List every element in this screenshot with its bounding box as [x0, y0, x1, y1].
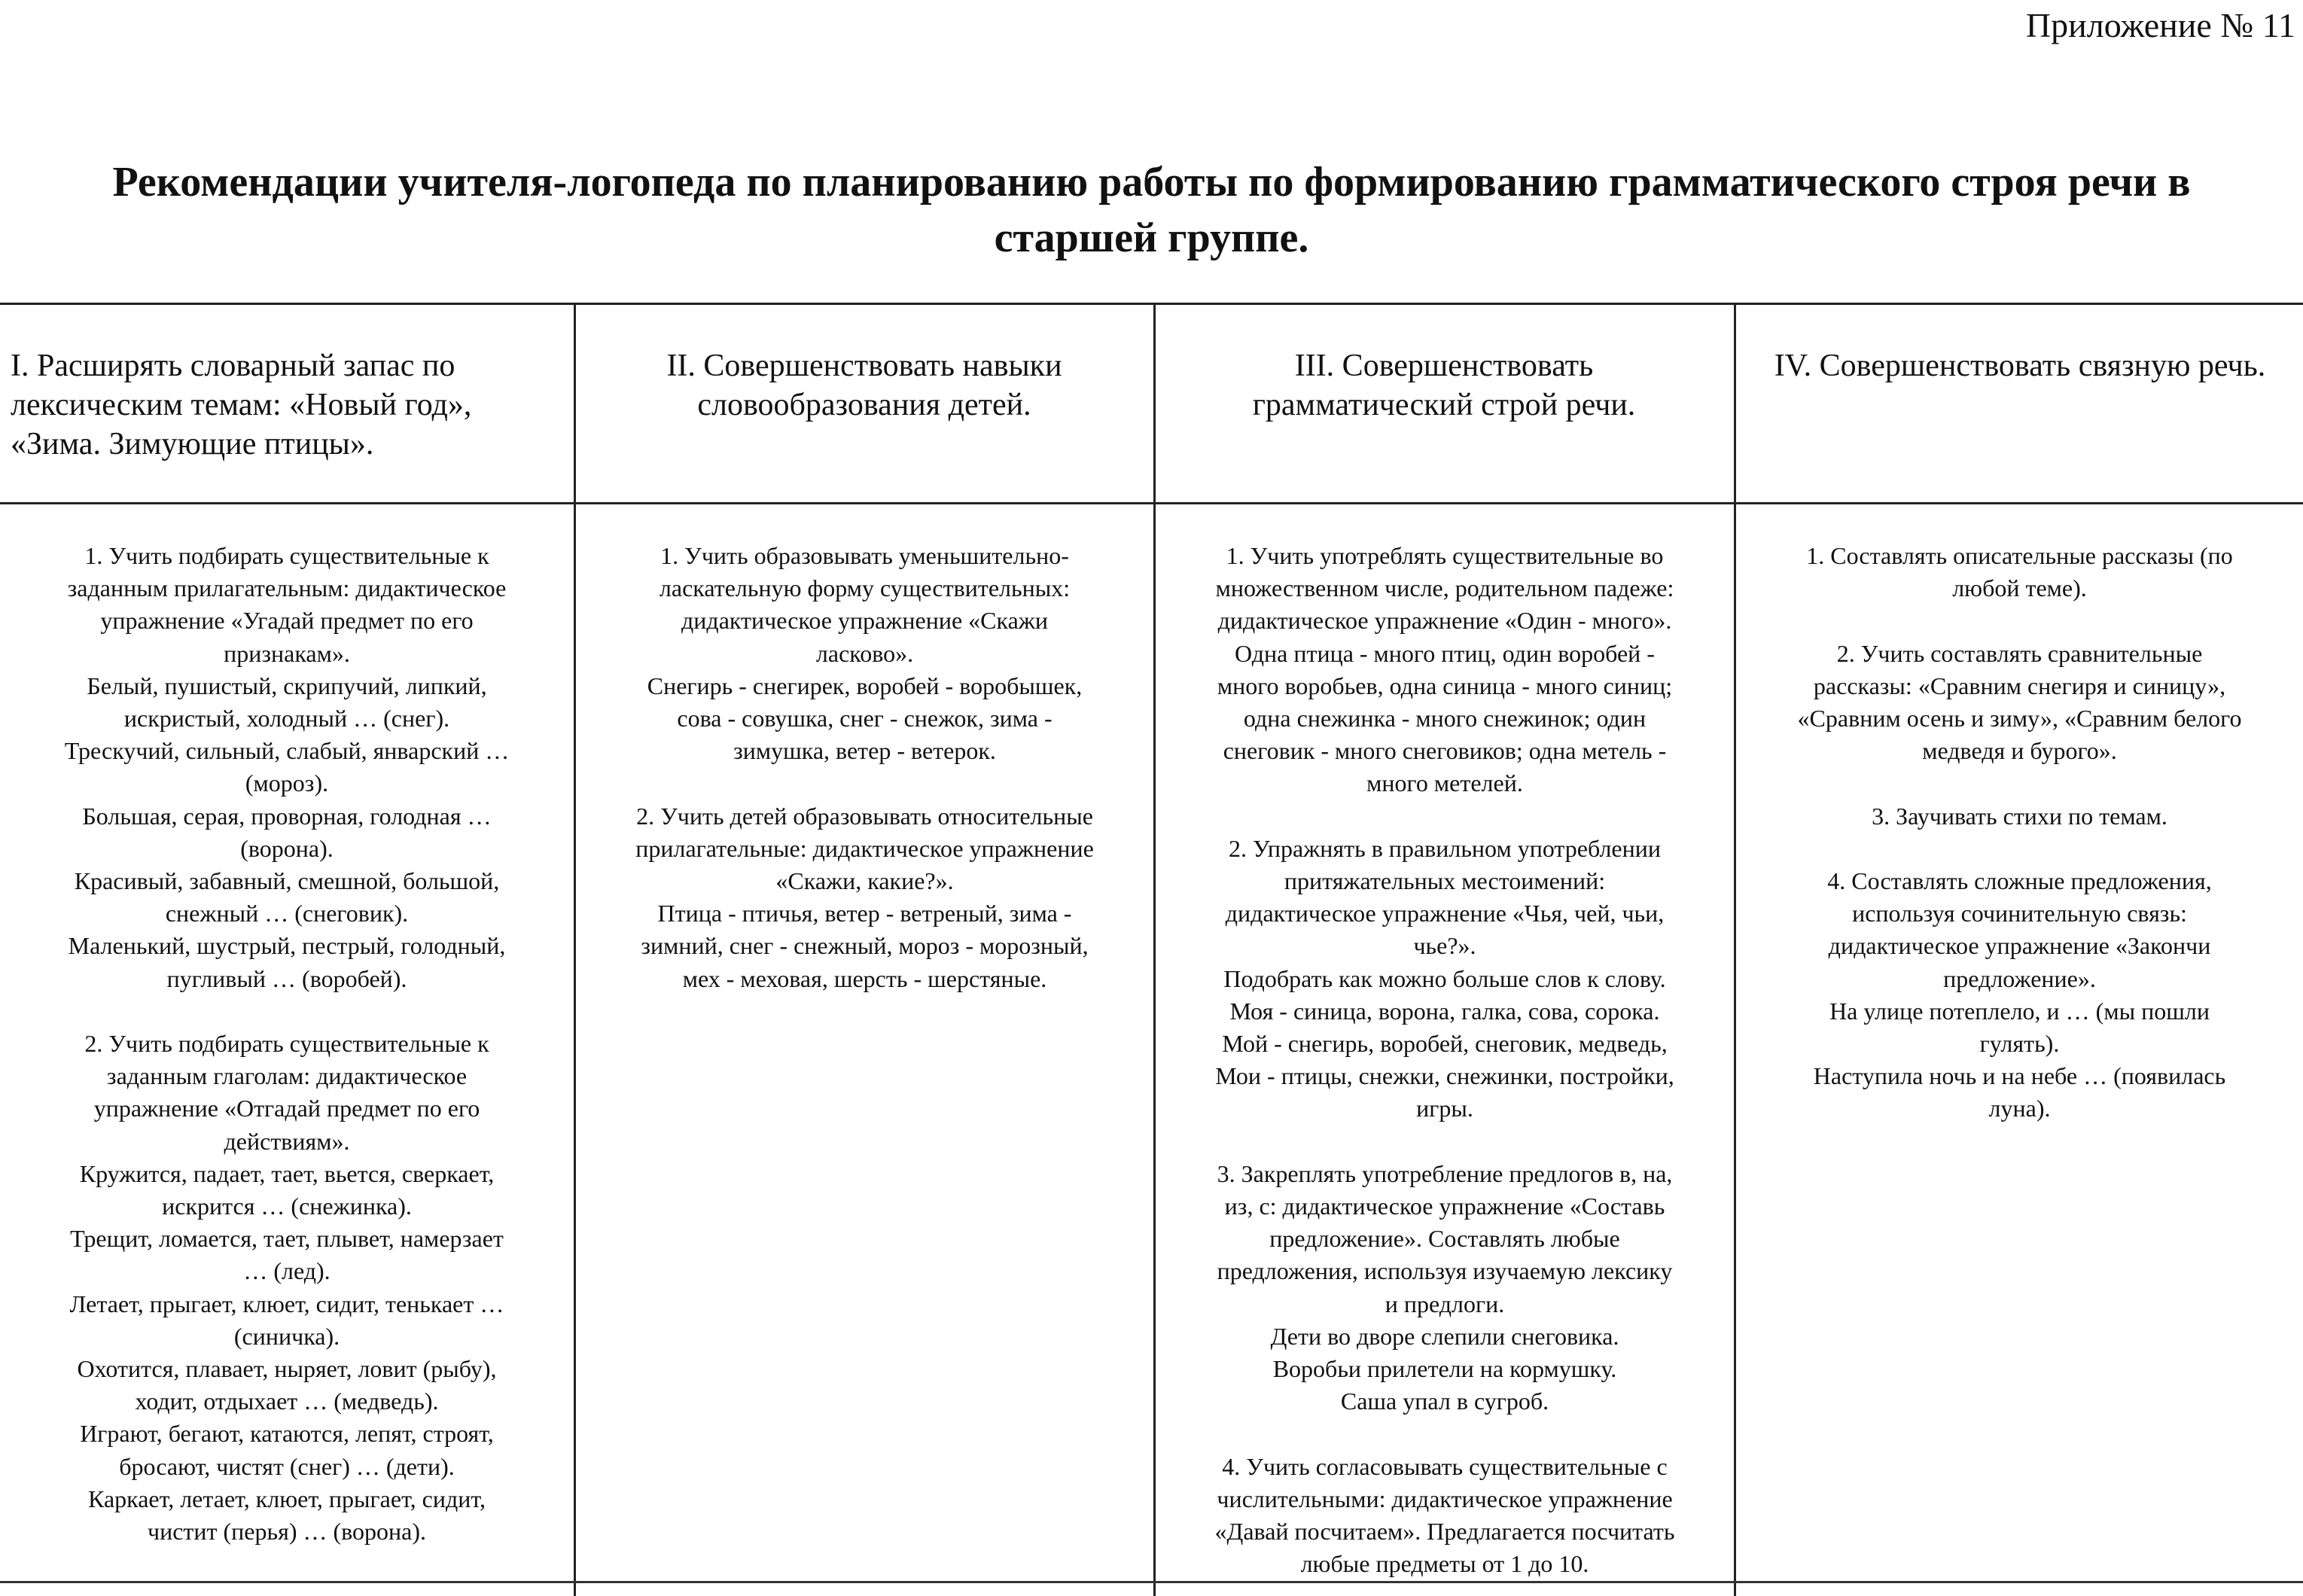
- body-text-line: 4. Учить согласовывать существительные с: [1222, 1452, 1668, 1480]
- header-line: I. Расширять словарный запас по: [11, 349, 455, 383]
- title-line-1: Рекомендации учителя-логопеда по планированию работы по формированию грамматического строя речи в: [112, 159, 2191, 206]
- body-text-line: медведя и бурого».: [1922, 737, 2117, 765]
- body-text-line: (мороз).: [245, 769, 329, 797]
- body-text-line: чистит (перья) … (ворона).: [148, 1518, 426, 1546]
- body-text-line: предложение». Составлять любые: [1269, 1225, 1620, 1253]
- body-text-line: 1. Учить употреблять существительные во: [1226, 542, 1664, 569]
- body-text-line: признакам».: [224, 639, 350, 667]
- paragraph-gap: [1736, 767, 2303, 800]
- body-text-line: 2. Упражнять в правильном употреблении: [1228, 834, 1661, 862]
- body-text-line: предложение».: [1943, 964, 2096, 992]
- body-text-line: «Давай посчитаем». Предлагается посчитать: [1214, 1518, 1675, 1546]
- paragraph-gap: [1736, 833, 2303, 865]
- body-text-line: из, с: дидактическое упражнение «Составь: [1224, 1192, 1665, 1220]
- body-text-line: Дети во дворе слепили снеговика.: [1270, 1322, 1619, 1350]
- body-text-line: ласкательную форму существительных:: [659, 574, 1071, 602]
- body-text-line: «Сравним осень и зиму», «Сравним белого: [1797, 705, 2242, 732]
- body-text-line: прилагательные: дидактическое упражнение: [635, 834, 1094, 862]
- body-text-line: ласково».: [815, 639, 914, 667]
- table-bottom-border: [0, 1581, 2303, 1583]
- column-body-2: [576, 540, 1153, 995]
- body-text-line: искрится … (снежинка).: [162, 1192, 412, 1220]
- body-text-line: 1. Учить подбирать существительные к: [84, 542, 489, 569]
- body-text-line: Трескучий, сильный, слабый, январский …: [64, 737, 510, 765]
- header-line: II. Совершенствовать навыки: [666, 349, 1062, 383]
- body-text-line: одна снежинка - много снежинок; один: [1243, 705, 1647, 733]
- body-text-line: 2. Учить составлять сравнительные: [1836, 639, 2203, 667]
- paragraph-gap: [1156, 800, 1734, 833]
- body-text-line: гулять).: [1979, 1030, 2060, 1057]
- body-text-line: предложения, используя изучаемую лексику: [1217, 1257, 1673, 1285]
- body-text-line: Одна птица - много птиц, один воробей -: [1235, 639, 1655, 667]
- header-divider: [0, 502, 2303, 504]
- body-text-line: множественном числе, родительном падеже:: [1215, 574, 1674, 602]
- body-text-line: 1. Составлять описательные рассказы (по: [1806, 542, 2233, 569]
- header-line: словообразования детей.: [697, 388, 1031, 422]
- column-body-3: [1156, 540, 1734, 1580]
- body-text-line: Летает, прыгает, клюет, сидит, тенькает …: [69, 1290, 504, 1317]
- body-text-line: Каркает, летает, клюет, прыгает, сидит,: [88, 1485, 486, 1512]
- body-text-line: Мой - снегирь, воробей, снеговик, медведь,: [1222, 1030, 1668, 1058]
- body-text-line: пугливый … (воробей).: [166, 964, 407, 992]
- body-text-line: Мои - птицы, снежки, снежинки, постройки,: [1215, 1062, 1674, 1090]
- body-text-line: 3. Заучивать стихи по темам.: [1872, 802, 2167, 830]
- body-text-line: Большая, серая, проворная, голодная …: [82, 802, 492, 830]
- body-text-line: Кружится, падает, тает, вьется, сверкает,: [79, 1159, 495, 1187]
- body-text-line: искристый, холодный … (снег).: [123, 705, 450, 733]
- body-text-line: рассказы: «Сравним снегиря и синицу»,: [1813, 672, 2226, 699]
- body-text-line: Воробьи прилетели на кормушку.: [1272, 1355, 1617, 1383]
- body-text-line: числительными: дидактическое упражнение: [1217, 1485, 1673, 1512]
- body-text-line: 3. Закреплять употребление предлогов в, на,: [1217, 1159, 1673, 1187]
- body-text-line: дидактическое упражнение «Чья, чей, чьи,: [1225, 900, 1665, 927]
- body-text-line: упражнение «Угадай предмет по его: [100, 607, 474, 635]
- document-title: [0, 154, 2303, 266]
- body-text-line: действиям».: [224, 1127, 350, 1155]
- body-text-line: зимний, снег - снежный, мороз - морозный,: [641, 932, 1089, 960]
- body-text-line: снеговик - много снеговиков; одна метель -: [1223, 737, 1667, 765]
- body-text-line: Играют, бегают, катаются, лепят, строят,: [80, 1420, 494, 1448]
- column-header-2: [577, 346, 1152, 425]
- body-text-line: 1. Учить образовывать уменьшительно-: [660, 542, 1069, 569]
- body-text-line: (синичка).: [233, 1322, 340, 1350]
- paragraph-gap: [1156, 1125, 1734, 1158]
- body-text-line: Охотится, плавает, ныряет, ловит (рыбу),: [77, 1355, 497, 1383]
- body-text-line: луна).: [1988, 1095, 2051, 1122]
- header-line: лексическим темам: «Новый год»,: [11, 388, 472, 422]
- header-line: IV. Совершенствовать связную речь.: [1774, 349, 2266, 383]
- paragraph-gap: [0, 995, 574, 1028]
- body-text-line: снежный … (снеговик).: [165, 900, 409, 927]
- body-text-line: сова - совушка, снег - снежок, зима -: [677, 705, 1052, 733]
- body-text-line: Маленький, шустрый, пестрый, голодный,: [68, 932, 506, 960]
- column-header-3: [1156, 346, 1732, 425]
- recommendations-table: [0, 303, 2303, 1596]
- body-text-line: На улице потеплело, и … (мы пошли: [1829, 997, 2210, 1025]
- body-text-line: любой теме).: [1952, 574, 2087, 602]
- body-text-line: 2. Учить подбирать существительные к: [84, 1030, 489, 1058]
- paragraph-gap: [1156, 1418, 1734, 1450]
- column-body-4: [1736, 540, 2303, 1125]
- body-text-line: дидактическое упражнение «Скажи: [681, 607, 1048, 635]
- header-line: III. Совершенствовать: [1294, 349, 1594, 383]
- body-text-line: чье?».: [1413, 932, 1476, 960]
- paragraph-gap: [576, 767, 1153, 800]
- body-text-line: Красивый, забавный, смешной, большой,: [74, 867, 500, 895]
- body-text-line: 4. Составлять сложные предложения,: [1827, 867, 2212, 894]
- header-line: грамматический строй речи.: [1252, 388, 1636, 422]
- column-header-1: [11, 346, 568, 464]
- body-text-line: много воробьев, одна синица - много синиц;: [1217, 672, 1673, 699]
- body-text-line: притяжательных местоимений:: [1284, 867, 1606, 895]
- body-text-line: ходит, отдыхает … (медведь).: [135, 1387, 439, 1415]
- appendix-label: Приложение № 11: [2025, 6, 2295, 44]
- body-text-line: заданным глаголам: дидактическое: [106, 1062, 468, 1090]
- body-text-line: любые предметы от 1 до 10.: [1300, 1550, 1589, 1578]
- body-text-line: дидактическое упражнение «Закончи: [1828, 932, 2211, 960]
- body-text-line: игры.: [1416, 1095, 1473, 1122]
- title-line-2: старшей группе.: [994, 215, 1309, 261]
- body-text-line: «Скажи, какие?».: [775, 867, 954, 895]
- body-text-line: много метелей.: [1366, 769, 1523, 797]
- body-text-line: заданным прилагательным: дидактическое: [67, 574, 507, 602]
- body-text-line: используя сочинительную связь:: [1852, 900, 2187, 927]
- body-text-line: (ворона).: [240, 834, 334, 862]
- body-text-line: Трещит, ломается, тает, плывет, намерзает: [70, 1225, 504, 1253]
- body-text-line: мех - меховая, шерсть - шерстяные.: [682, 964, 1047, 992]
- body-text-line: Снегирь - снегирек, воробей - воробышек,: [647, 672, 1083, 699]
- body-text-line: Моя - синица, ворона, галка, сова, сорока.: [1229, 997, 1660, 1025]
- body-text-line: и предлоги.: [1385, 1290, 1505, 1317]
- body-text-line: 2. Учить детей образовывать относительные: [636, 802, 1093, 830]
- body-text-line: зимушка, ветер - ветерок.: [733, 737, 996, 765]
- body-text-line: бросают, чистят (снег) … (дети).: [119, 1452, 455, 1480]
- body-text-line: Наступила ночь и на небе … (появилась: [1813, 1062, 2226, 1090]
- body-text-line: упражнение «Отгадай предмет по его: [93, 1095, 480, 1122]
- column-header-4: [1737, 346, 2303, 385]
- header-line: «Зима. Зимующие птицы».: [11, 427, 374, 461]
- body-text-line: Птица - птичья, ветер - ветреный, зима -: [657, 900, 1072, 927]
- body-text-line: Саша упал в сугроб.: [1340, 1387, 1549, 1415]
- body-text-line: … (лед).: [243, 1257, 331, 1285]
- column-body-1: [0, 540, 574, 1548]
- body-text-line: дидактическое упражнение «Один - много».: [1217, 607, 1672, 635]
- paragraph-gap: [1736, 605, 2303, 637]
- body-text-line: Белый, пушистый, скрипучий, липкий,: [87, 672, 487, 699]
- body-text-line: Подобрать как можно больше слов к слову.: [1223, 964, 1666, 992]
